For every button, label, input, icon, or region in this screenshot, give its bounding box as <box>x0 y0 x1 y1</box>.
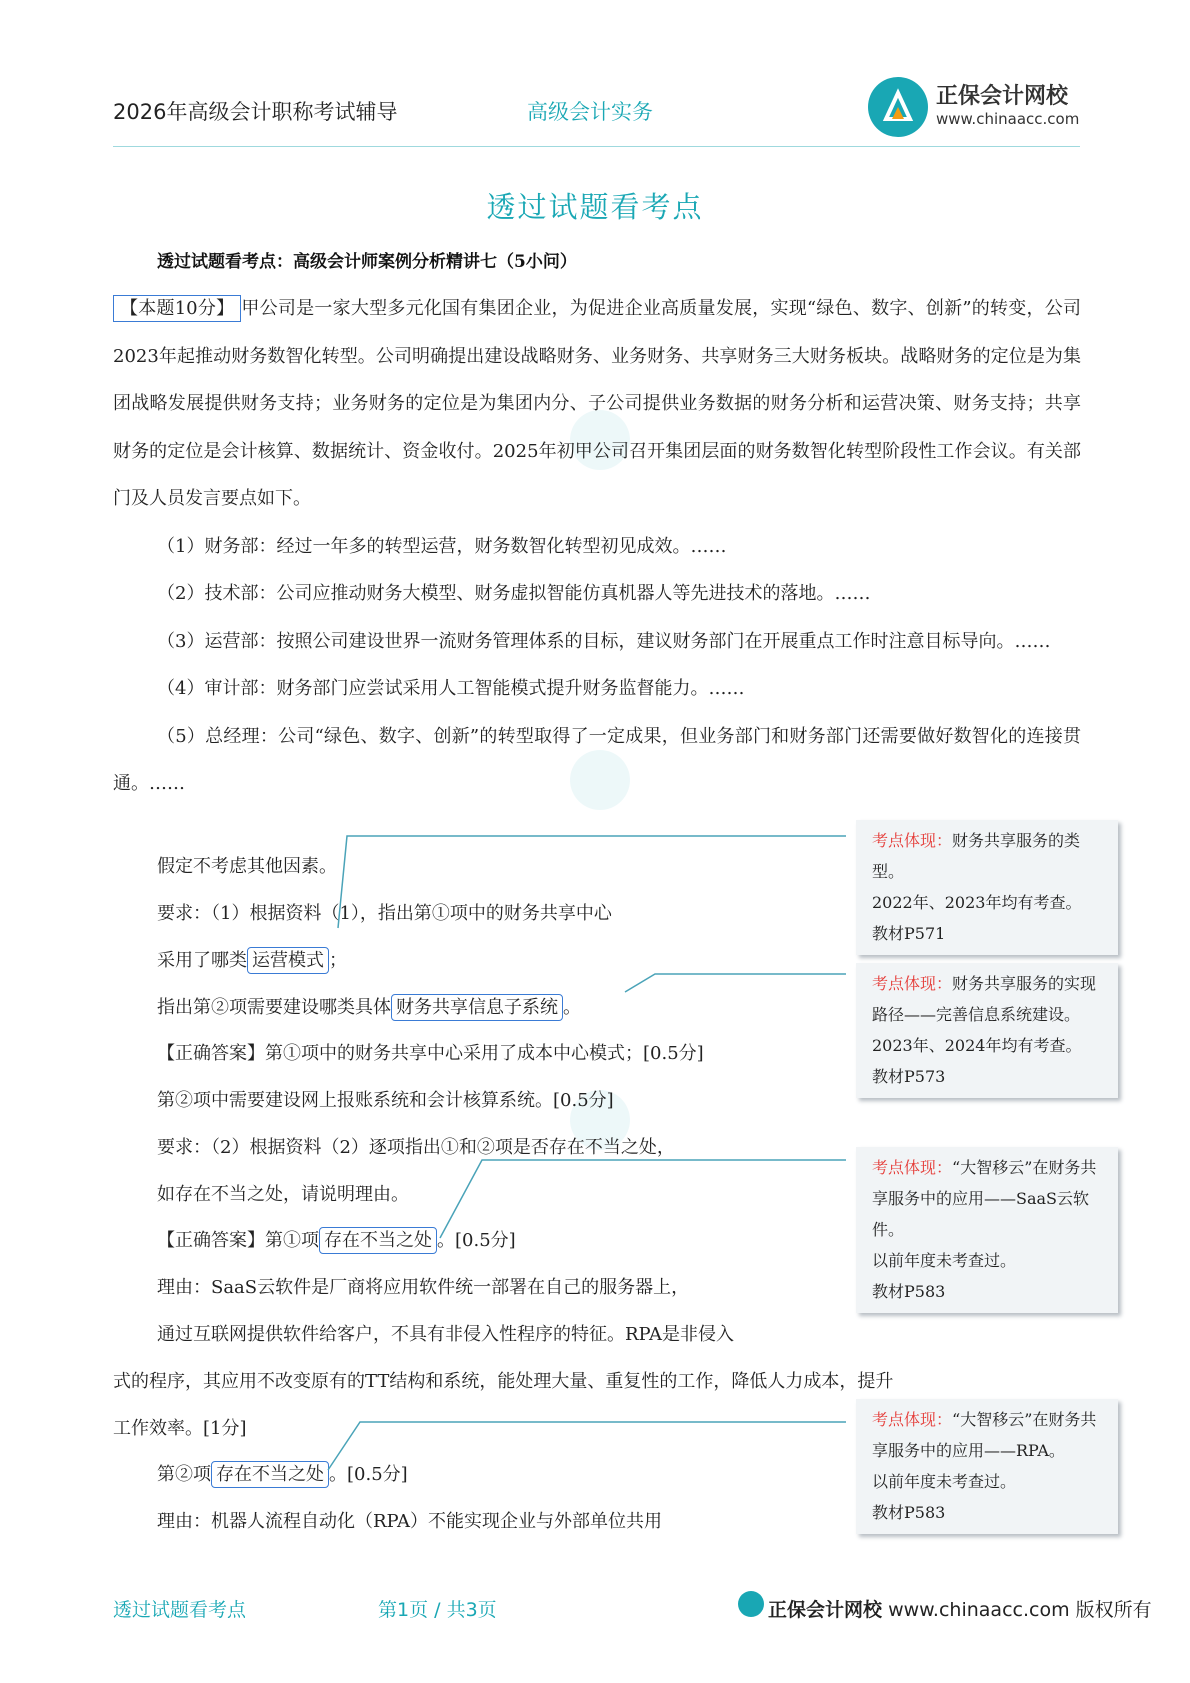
note-4-years: 以前年度未考查过。 <box>872 1472 1017 1491</box>
header-subject: 高级会计实务 <box>527 100 653 124</box>
footer-logo-icon <box>738 1591 764 1617</box>
reason-1-line-d: 工作效率。[1分] <box>113 1418 247 1439</box>
note-2-ref: 教材P573 <box>872 1067 946 1086</box>
reason-1-line-b: 通过互联网提供软件给客户，不具有非侵入性程序的特征。RPA是非侵入 <box>157 1324 735 1345</box>
note-4-text: “大智移云”在财务共享服务中的应用——RPA。 <box>872 1410 1097 1460</box>
material-item-4: （4）审计部：财务部门应尝试采用人工智能模式提升财务监督能力。…… <box>157 678 745 699</box>
note-1-text: 财务共享服务的类型。 <box>872 831 1081 881</box>
connector-note-3 <box>440 1160 846 1238</box>
highlight-info-subsystem: 财务共享信息子系统 <box>391 994 563 1021</box>
note-3-years: 以前年度未考查过。 <box>872 1251 1017 1270</box>
score-tag: 【本题10分】 <box>113 295 241 322</box>
material-item-1: （1）财务部：经过一年多的转型运营，财务数智化转型初见成效。…… <box>157 535 727 557</box>
note-1-head: 考点体现： <box>872 831 953 850</box>
reason-1-line-a: 理由：SaaS云软件是厂商将应用软件统一部署在自己的服务器上， <box>157 1277 690 1298</box>
logo-brand-name[interactable]: 正保会计网校 <box>936 84 1069 109</box>
requirement-1-line-b: 采用了哪类 运营模式 ； <box>157 946 347 972</box>
answer-1-line-a: 【正确答案】第①项中的财务共享中心采用了成本中心模式；[0.5分] <box>157 1043 704 1064</box>
assume-line: 假定不考虑其他因素。 <box>157 856 337 877</box>
note-3-text: “大智移云”在财务共享服务中的应用——SaaS云软件。 <box>872 1158 1097 1239</box>
note-3-head: 考点体现： <box>872 1158 953 1177</box>
note-box-3 <box>856 1147 1118 1313</box>
footer-brand: 正保会计网校 www.chinaacc.com 版权所有 <box>768 1599 1152 1621</box>
material-item-5: （5）总经理：公司“绿色、数字、创新”的转型取得了一定成果，但业务部门和财务部门还需要做好数智化的连接贯通。…… <box>113 725 1081 794</box>
note-1-years: 2022年、2023年均有考查。 <box>872 893 1082 912</box>
note-box-1 <box>856 820 1118 955</box>
highlight-improper-1: 存在不当之处 <box>319 1227 437 1254</box>
logo-url[interactable]: www.chinaacc.com <box>936 110 1080 128</box>
highlight-operation-mode: 运营模式 <box>247 947 329 974</box>
material-item-3: （3）运营部：按照公司建设世界一流财务管理体系的目标，建议财务部门在开展重点工作时注意目标导向。…… <box>157 630 1051 652</box>
note-2-head: 考点体现： <box>872 974 953 993</box>
answer-1-line-b: 第②项中需要建设网上报账系统和会计核算系统。[0.5分] <box>157 1090 614 1111</box>
note-2-years: 2023年、2024年均有考查。 <box>872 1036 1082 1055</box>
page-title: 透过试题看考点 <box>486 190 704 224</box>
reason-2-line: 理由：机器人流程自动化（RPA）不能实现企业与外部单位共用 <box>157 1511 663 1532</box>
note-3-ref: 教材P583 <box>872 1282 946 1301</box>
requirement-1-line-a: 要求：（1）根据资料（1），指出第①项中的财务共享中心 <box>157 903 612 924</box>
connector-note-4 <box>328 1422 846 1470</box>
requirement-2-line-b: 如存在不当之处，请说明理由。 <box>157 1184 409 1205</box>
note-1-ref: 教材P571 <box>872 924 946 943</box>
requirement-1-line-c: 指出第②项需要建设哪类具体 财务共享信息子系统 。 <box>157 993 581 1019</box>
connector-note-1 <box>338 836 846 928</box>
requirement-2-line-a: 要求：（2）根据资料（2）逐项指出①和②项是否存在不当之处， <box>157 1137 675 1158</box>
note-box-2 <box>856 963 1118 1098</box>
note-2-text: 财务共享服务的实现路径——完善信息系统建设。 <box>872 974 1097 1024</box>
note-4-ref: 教材P583 <box>872 1503 946 1522</box>
reason-1-line-c: 式的程序，其应用不改变原有的TT结构和系统，能处理大量、重复性的工作，降低人力成本，提升 <box>113 1371 894 1392</box>
highlight-improper-2: 存在不当之处 <box>211 1461 329 1488</box>
header-course-title: 2026年高级会计职称考试辅导 <box>113 100 398 124</box>
connector-note-2 <box>625 974 846 992</box>
answer-3-line: 第②项 存在不当之处 。[0.5分] <box>157 1460 408 1486</box>
question-intro: 甲公司是一家大型多元化国有集团企业，为促进企业高质量发展，实现“绿色、数字、创新”的转变，公司2023年起推动财务数智化转型。公司明确提出建设战略财务、业务财务、共享财务三大财务板块。战略财务的定位是为集团战略发展提供财务支持；业务财务的定位是为集团内分、子公司提供业务数据的财务分析和运营决策、财务支持；共享财务的定位是会计核算、数据统计、资金收付。2025年初甲公司召开集团层面的财务数智化转型阶段性工作会议。有关部门及人员发言要点如下。 <box>113 298 1081 509</box>
note-box-4 <box>856 1399 1118 1534</box>
section-subtitle: 透过试题看考点：高级会计师案例分析精讲七（5小问） <box>157 252 577 272</box>
answer-2-line: 【正确答案】第①项 存在不当之处 。[0.5分] <box>157 1226 516 1252</box>
note-4-head: 考点体现： <box>872 1410 953 1429</box>
material-item-2: （2）技术部：公司应推动财务大模型、财务虚拟智能仿真机器人等先进技术的落地。…… <box>157 583 871 604</box>
footer-title: 透过试题看考点 <box>113 1599 247 1621</box>
footer-page-number: 第1页 / 共3页 <box>378 1599 497 1621</box>
footer-url[interactable]: www.chinaacc.com <box>888 1599 1070 1621</box>
